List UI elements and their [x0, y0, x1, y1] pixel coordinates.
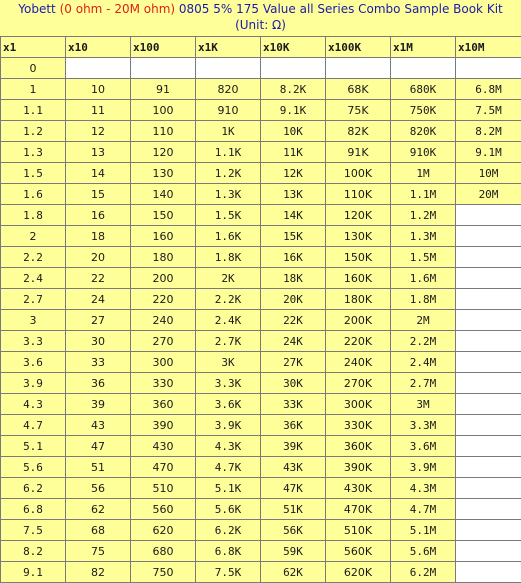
table-cell: 2M: [391, 310, 456, 331]
table-cell: 3.9M: [391, 457, 456, 478]
table-cell: 27K: [261, 352, 326, 373]
table-cell: 120K: [326, 205, 391, 226]
table-cell: 2.4M: [391, 352, 456, 373]
table-header: [1, 37, 521, 58]
table-cell: 910K: [391, 142, 456, 163]
table-row: [1, 478, 521, 499]
table-cell: 24K: [261, 331, 326, 352]
table-cell: 390: [131, 415, 196, 436]
table-cell: 39K: [261, 436, 326, 457]
table-cell: 1.5K: [196, 205, 261, 226]
table-cell: 36: [66, 373, 131, 394]
table-cell: [196, 58, 261, 79]
table-cell: 620K: [326, 562, 391, 583]
table-cell: [456, 478, 521, 499]
table-cell: 6.2: [1, 478, 66, 499]
table-row: [1, 562, 521, 583]
table-cell: 18K: [261, 268, 326, 289]
table-cell: 300K: [326, 394, 391, 415]
table-cell: 15K: [261, 226, 326, 247]
table-cell: 7.5K: [196, 562, 261, 583]
table-cell: 36K: [261, 415, 326, 436]
table-cell: 3.6: [1, 352, 66, 373]
column-header-x10: x10: [66, 37, 131, 58]
table-cell: 68K: [326, 79, 391, 100]
table-cell: 51: [66, 457, 131, 478]
table-cell: 0: [1, 58, 66, 79]
table-cell: 910: [196, 100, 261, 121]
table-cell: [456, 499, 521, 520]
table-row: [1, 79, 521, 100]
table-cell: 1.5: [1, 163, 66, 184]
table-cell: 6.8M: [456, 79, 521, 100]
table-cell: 16K: [261, 247, 326, 268]
column-header-x1m: x1M: [391, 37, 456, 58]
table-cell: 1K: [196, 121, 261, 142]
table-cell: 27: [66, 310, 131, 331]
table-cell: 1: [1, 79, 66, 100]
table-cell: [456, 373, 521, 394]
table-cell: 5.1M: [391, 520, 456, 541]
table-cell: 91: [131, 79, 196, 100]
table-cell: 75K: [326, 100, 391, 121]
table-cell: 12K: [261, 163, 326, 184]
table-cell: 9.1M: [456, 142, 521, 163]
table-cell: 3.6K: [196, 394, 261, 415]
table-cell: 7.5M: [456, 100, 521, 121]
table-cell: 6.2M: [391, 562, 456, 583]
table-cell: [131, 58, 196, 79]
table-cell: 6.8K: [196, 541, 261, 562]
table-cell: 20M: [456, 184, 521, 205]
table-cell: 1.6M: [391, 268, 456, 289]
title-range: (0 ohm - 20M ohm): [60, 2, 175, 16]
table-row: [1, 436, 521, 457]
table-cell: 180K: [326, 289, 391, 310]
table-cell: 100K: [326, 163, 391, 184]
table-cell: 470: [131, 457, 196, 478]
table-cell: [456, 205, 521, 226]
table-cell: 14: [66, 163, 131, 184]
table-cell: 2.4K: [196, 310, 261, 331]
table-cell: 360K: [326, 436, 391, 457]
table-cell: [456, 520, 521, 541]
table-cell: [456, 541, 521, 562]
title-description: 0805 5% 175 Value all Series Combo Sample Book Kit: [179, 2, 503, 16]
title-brand: Yobett: [18, 2, 56, 16]
table-cell: [456, 562, 521, 583]
table-cell: 7.5: [1, 520, 66, 541]
table-cell: 68: [66, 520, 131, 541]
table-cell: 4.7: [1, 415, 66, 436]
table-cell: 8.2: [1, 541, 66, 562]
table-cell: 150: [131, 205, 196, 226]
table-cell: 240K: [326, 352, 391, 373]
table-cell: 330: [131, 373, 196, 394]
table-cell: [456, 436, 521, 457]
table-row: [1, 142, 521, 163]
table-cell: 2K: [196, 268, 261, 289]
table-cell: 150K: [326, 247, 391, 268]
table-cell: 2.2: [1, 247, 66, 268]
table-cell: 9.1K: [261, 100, 326, 121]
table-cell: 180: [131, 247, 196, 268]
table-cell: 16: [66, 205, 131, 226]
table-cell: 5.1: [1, 436, 66, 457]
table-cell: 47: [66, 436, 131, 457]
column-header-x1k: x1K: [196, 37, 261, 58]
table-row: [1, 499, 521, 520]
table-cell: 3: [1, 310, 66, 331]
table-cell: [456, 268, 521, 289]
table-cell: 110K: [326, 184, 391, 205]
table-cell: 9.1: [1, 562, 66, 583]
table-cell: 4.3: [1, 394, 66, 415]
table-cell: 5.1K: [196, 478, 261, 499]
table-cell: 1.6: [1, 184, 66, 205]
table-cell: 3.6M: [391, 436, 456, 457]
table-cell: 5.6: [1, 457, 66, 478]
table-cell: 51K: [261, 499, 326, 520]
table-row: [1, 247, 521, 268]
table-row: [1, 121, 521, 142]
table-cell: 10: [66, 79, 131, 100]
table-cell: 3.3K: [196, 373, 261, 394]
table-cell: [66, 58, 131, 79]
table-cell: 220K: [326, 331, 391, 352]
table-cell: 1.3K: [196, 184, 261, 205]
table-cell: 75: [66, 541, 131, 562]
table-cell: 10K: [261, 121, 326, 142]
table-cell: 33: [66, 352, 131, 373]
table-cell: 1.2M: [391, 205, 456, 226]
table-cell: 1.8M: [391, 289, 456, 310]
table-cell: 8.2K: [261, 79, 326, 100]
table-cell: 130: [131, 163, 196, 184]
table-cell: 1.8K: [196, 247, 261, 268]
table-cell: 820: [196, 79, 261, 100]
table-cell: 120: [131, 142, 196, 163]
table-cell: 1.2: [1, 121, 66, 142]
table-cell: 4.7K: [196, 457, 261, 478]
table-row: [1, 352, 521, 373]
table-cell: [456, 58, 521, 79]
resistor-value-table: [0, 36, 521, 583]
table-row: [1, 331, 521, 352]
column-header-x1: x1: [1, 37, 66, 58]
table-cell: [456, 331, 521, 352]
table-cell: 110: [131, 121, 196, 142]
table-cell: [456, 310, 521, 331]
table-cell: 470K: [326, 499, 391, 520]
table-cell: 11K: [261, 142, 326, 163]
table-cell: 5.6K: [196, 499, 261, 520]
table-row: [1, 205, 521, 226]
table-row: [1, 415, 521, 436]
table-cell: 3.9K: [196, 415, 261, 436]
column-header-x100k: x100K: [326, 37, 391, 58]
table-row: [1, 394, 521, 415]
table-cell: 30K: [261, 373, 326, 394]
table-cell: [261, 58, 326, 79]
table-cell: 39: [66, 394, 131, 415]
table-cell: 1.5M: [391, 247, 456, 268]
table-cell: 6.8: [1, 499, 66, 520]
table-cell: 510: [131, 478, 196, 499]
table-cell: 750K: [391, 100, 456, 121]
table-cell: 1.3: [1, 142, 66, 163]
table-cell: 12: [66, 121, 131, 142]
table-cell: 160: [131, 226, 196, 247]
table-cell: 360: [131, 394, 196, 415]
table-cell: 30: [66, 331, 131, 352]
column-header-x10k: x10K: [261, 37, 326, 58]
table-cell: 3K: [196, 352, 261, 373]
table-cell: [456, 247, 521, 268]
table-cell: 750: [131, 562, 196, 583]
table-cell: 620: [131, 520, 196, 541]
table-cell: 560K: [326, 541, 391, 562]
table-row: [1, 268, 521, 289]
table-cell: 62K: [261, 562, 326, 583]
table-cell: 3.9: [1, 373, 66, 394]
table-cell: 82: [66, 562, 131, 583]
table-cell: [456, 289, 521, 310]
table-row: [1, 226, 521, 247]
table-cell: 1.6K: [196, 226, 261, 247]
table-cell: 4.7M: [391, 499, 456, 520]
table-cell: 18: [66, 226, 131, 247]
table-cell: 430K: [326, 478, 391, 499]
table-row: [1, 289, 521, 310]
table-cell: 1.1M: [391, 184, 456, 205]
table-cell: 8.2M: [456, 121, 521, 142]
table-cell: 47K: [261, 478, 326, 499]
table-row: [1, 541, 521, 562]
table-cell: 680K: [391, 79, 456, 100]
table-cell: 2.7M: [391, 373, 456, 394]
table-cell: 43: [66, 415, 131, 436]
page-title: [0, 0, 521, 36]
table-cell: [456, 226, 521, 247]
table-cell: 4.3K: [196, 436, 261, 457]
table-cell: 14K: [261, 205, 326, 226]
table-cell: 270: [131, 331, 196, 352]
table-cell: 2.7: [1, 289, 66, 310]
table-cell: 390K: [326, 457, 391, 478]
table-cell: 43K: [261, 457, 326, 478]
table-cell: 220: [131, 289, 196, 310]
table-cell: 270K: [326, 373, 391, 394]
table-cell: 1.3M: [391, 226, 456, 247]
table-cell: 6.2K: [196, 520, 261, 541]
table-row: [1, 310, 521, 331]
column-header-x10m: x10M: [456, 37, 521, 58]
table-cell: 56K: [261, 520, 326, 541]
table-cell: 5.6M: [391, 541, 456, 562]
title-line-1: [0, 1, 521, 17]
table-row: [1, 457, 521, 478]
table-cell: 680: [131, 541, 196, 562]
table-cell: [326, 58, 391, 79]
table-cell: 11: [66, 100, 131, 121]
table-cell: 20: [66, 247, 131, 268]
table-row: [1, 100, 521, 121]
table-cell: 3.3M: [391, 415, 456, 436]
table-cell: 2.4: [1, 268, 66, 289]
table-cell: [456, 415, 521, 436]
table-cell: 33K: [261, 394, 326, 415]
table-cell: 13: [66, 142, 131, 163]
table-cell: 2.2K: [196, 289, 261, 310]
table-cell: 59K: [261, 541, 326, 562]
table-cell: 13K: [261, 184, 326, 205]
table-cell: 62: [66, 499, 131, 520]
table-cell: 22: [66, 268, 131, 289]
title-unit: (Unit: Ω): [0, 17, 521, 33]
table-cell: 3M: [391, 394, 456, 415]
table-cell: 820K: [391, 121, 456, 142]
table-row: [1, 373, 521, 394]
table-cell: 200K: [326, 310, 391, 331]
table-cell: 2.7K: [196, 331, 261, 352]
table-cell: 56: [66, 478, 131, 499]
table-cell: 330K: [326, 415, 391, 436]
table-cell: 130K: [326, 226, 391, 247]
table-cell: 1.8: [1, 205, 66, 226]
table-row: [1, 58, 521, 79]
table-cell: 1.1K: [196, 142, 261, 163]
table-cell: 20K: [261, 289, 326, 310]
table-cell: 15: [66, 184, 131, 205]
table-cell: 10M: [456, 163, 521, 184]
table-row: [1, 520, 521, 541]
table-cell: 91K: [326, 142, 391, 163]
table-cell: 82K: [326, 121, 391, 142]
table-cell: [456, 394, 521, 415]
table-cell: [391, 58, 456, 79]
table-cell: 140: [131, 184, 196, 205]
table-cell: 22K: [261, 310, 326, 331]
table-cell: 24: [66, 289, 131, 310]
table-cell: 240: [131, 310, 196, 331]
table-cell: 1M: [391, 163, 456, 184]
table-cell: 160K: [326, 268, 391, 289]
table-cell: 100: [131, 100, 196, 121]
table-cell: 300: [131, 352, 196, 373]
table-cell: 510K: [326, 520, 391, 541]
table-cell: [456, 457, 521, 478]
table-body: [1, 58, 521, 583]
column-header-x100: x100: [131, 37, 196, 58]
table-cell: 560: [131, 499, 196, 520]
table-cell: 3.3: [1, 331, 66, 352]
table-row: [1, 184, 521, 205]
table-cell: 1.2K: [196, 163, 261, 184]
table-cell: 200: [131, 268, 196, 289]
table-cell: 430: [131, 436, 196, 457]
table-cell: [456, 352, 521, 373]
table-cell: 2: [1, 226, 66, 247]
table-cell: 1.1: [1, 100, 66, 121]
table-cell: 4.3M: [391, 478, 456, 499]
table-cell: 2.2M: [391, 331, 456, 352]
header-row: [1, 37, 521, 58]
table-row: [1, 163, 521, 184]
